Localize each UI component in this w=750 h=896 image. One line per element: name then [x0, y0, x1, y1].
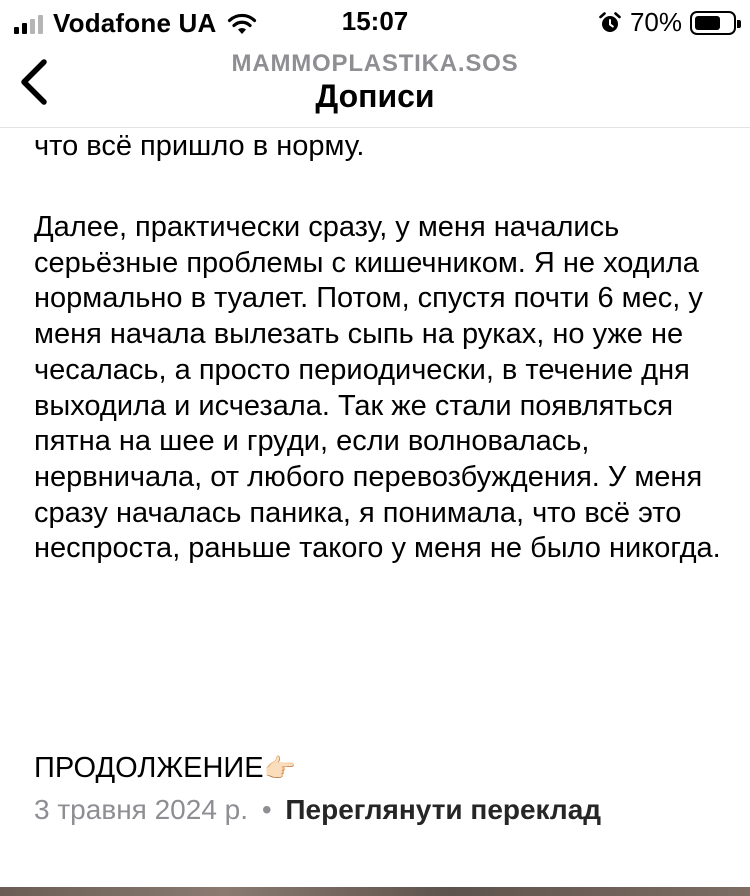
post-paragraph: Далее, практически сразу, у меня начались серьёзные проблемы с кишечником. Я не ходила нормально в туалет. Потом, спустя почти 6 мес, у меня начала вылезать сыпь на руках, но уже не чесалась, а просто периодически, в течение дня выходила и исчезала. Так же стали появляться пятна на шее и груди, если волновалась, нервничала, от любого перевозбуждения. У меня сразу началась паника, я понимала, что всё это неспроста, раньше такого у меня не было никогда. [34, 211, 721, 565]
pointing-hand-icon: 👉🏻 [263, 753, 296, 783]
post-continue-line [34, 751, 724, 787]
post-content [0, 129, 750, 896]
post-paragraph: что всё пришло в норму. [34, 130, 365, 162]
alarm-icon [598, 11, 622, 35]
status-time: 15:07 [341, 6, 409, 36]
battery-percent: 70% [629, 7, 682, 37]
post-meta [34, 794, 601, 826]
continue-label: ПРОДОЛЖЕНИЕ [34, 752, 264, 784]
status-bar [0, 0, 750, 44]
post-date: 3 травня 2024 р. [34, 794, 249, 825]
battery-level [695, 16, 720, 30]
battery-tip [737, 20, 741, 28]
status-right [598, 7, 736, 38]
next-post-image[interactable] [0, 887, 750, 896]
page-title: Дописи [315, 78, 435, 114]
carrier-name: Vodafone UA [53, 8, 217, 38]
account-name[interactable]: MAMMOPLASTIKA.SOS [231, 50, 519, 77]
meta-separator: • [261, 794, 272, 825]
battery-icon [690, 11, 736, 35]
nav-header [0, 44, 750, 128]
see-translation-link[interactable]: Переглянути переклад [285, 794, 602, 825]
